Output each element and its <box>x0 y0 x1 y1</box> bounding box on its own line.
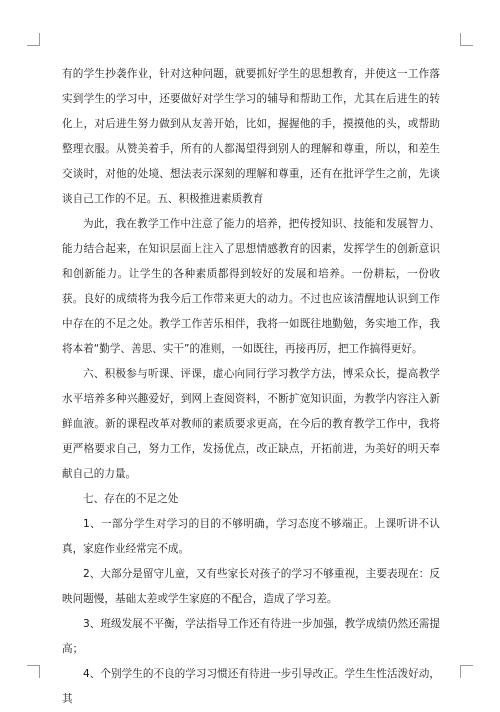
paragraph-3: 六、积极参与听课、评课，虚心向同行学习教学方法，博采众长，提高教学水平培养多种兴趣爱好，到网上查阅资料，不断扩宽知识面，为教学内容注入新鲜血液。新的课程改革对教师的素质要求更高，在今后的教育教学工作中，我将更严格要求自己，努力工作，发扬优点，改正缺点，开拓前进，为美好的明天奉献自己的力量。 <box>62 368 440 480</box>
list-item-3: 3、班级发展不平衡，学法指导工作还有待进一步加强，教学成绩仍然还需提高； <box>62 618 440 655</box>
list-item-1: 1、一部分学生对学习的目的不够明确，学习态度不够端正。上课听讲不认真，家庭作业经常完不成。 <box>62 518 440 555</box>
paragraph-2: 为此，我在教学工作中注意了能力的培养，把传授知识、技能和发展智力、能力结合起来，在知识层面上注入了思想情感教育的因素，发挥学生的创新意识和创新能力。让学生的各种素质都得到较好的发展和培养。一份耕耘，一份收获。良好的成绩将为我今后工作带来更大的动力。不过也应该清醒地认识到工作中存在的不足之处。教学工作苦乐相伴，我将一如既往地勤勉，务实地工作，我将本着“勤学、善思、实干”的准则，一如既往，再接再厉，把工作搞得更好。 <box>62 218 440 355</box>
list-item-2: 2、大部分是留守儿童，又有些家长对孩子的学习不够重视，主要表现在：反映问题慢，基础太差或学生家庭的不配合，造成了学习差。 <box>62 568 440 605</box>
section-heading-7: 七、存在的不足之处 <box>83 493 179 505</box>
crop-mark-top-left <box>27 33 40 46</box>
list-item-4: 4、个别学生的不良的学习习惯还有待进一步引导改正。学生生性活泼好动，其 <box>62 668 440 705</box>
crop-mark-bottom-right <box>460 665 473 678</box>
crop-mark-bottom-left <box>27 665 40 678</box>
crop-mark-top-right <box>460 33 473 46</box>
document-body <box>62 62 440 712</box>
paragraph-1: 有的学生抄袭作业，针对这种问题，就要抓好学生的思想教育，并使这一工作落实到学生的学习中，还要做好对学生学习的辅导和帮助工作，尤其在后进生的转化上，对后进生努力做到从友善开始，比如，握握他的手，摸摸他的头，或帮助整理衣服。从赞美着手，所有的人都渴望得到别人的理解和尊重，所以，和差生交谈时，对他的处境、想法表示深刻的理解和尊重，还有在批评学生之前，先谈谈自己工作的不足。五、积极推进素质教育 <box>62 68 440 205</box>
